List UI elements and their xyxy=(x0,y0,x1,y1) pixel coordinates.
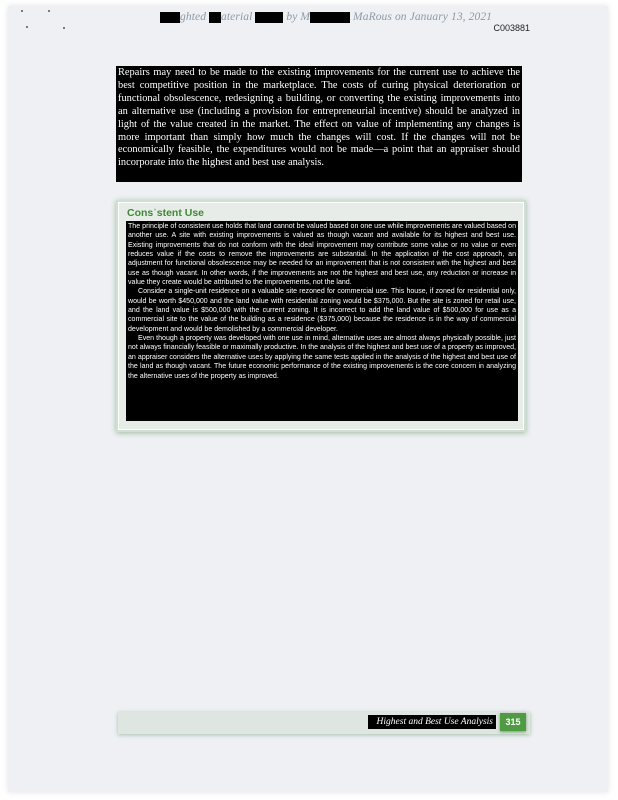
scan-speck xyxy=(48,10,50,12)
sidebar-paragraph: Even though a property was developed with one use in mind, alternative uses are almost always physically possible, just not always financially feasible or maximally productive. In the analysis of the highest and best use of a property as improved, an appraiser considers the alternative uses by applying the same tests applied in the analysis of the highest and best use of the land as though vacant. The future economic performance of the existing improvements is the core concern in analyzing the alternative uses of the property as improved. xyxy=(128,335,516,380)
intro-paragraph: Repairs may need to be made to the existing improvements for the current use to achieve the best competitive position in the marketplace. The costs of curing physical deterioration or functional obsolescence, redesigning a building, or converting the existing improvements into an alternative use (including a provision for entrepreneurial incentive) should be analyzed in light of the value created in the market. The effect on value of implementing any changes is more important than simply how much the changes will cost. If the changes will not be economically feasible, the expenditures would not be made—a point that an appraiser should incorporate into the highest and best use analysis. xyxy=(118,67,520,169)
copyright-watermark xyxy=(160,11,530,23)
redaction-block xyxy=(209,12,221,23)
intro-paragraph-block xyxy=(116,66,522,182)
document-id: C003881 xyxy=(493,23,530,33)
consistent-use-sidebar xyxy=(116,200,526,432)
sidebar-body xyxy=(126,221,518,421)
watermark-text: ghted xyxy=(180,11,210,23)
redaction-block xyxy=(160,12,180,23)
running-title: Highest and Best Use Analysis xyxy=(368,715,496,729)
watermark-text: MaRous on January 13, 2021 xyxy=(350,11,493,23)
watermark-text: by M xyxy=(283,11,311,23)
sidebar-paragraph: The principle of consistent use holds that land cannot be valued based on one use while improvements are valued based on another use. A site with existing improvements is valued as though vacant and available for its highest and best use. Existing improvements that do not conform with the ideal improvement may contribute some value or no value or even reduces value if the costs to remove the improvements are substantial. In the application of the cost approach, an adjustment for functional obsolescence may be needed for an improvement that is not consistent with the highest and best use as though vacant. In other words, if the improvements are not the highest and best use, any reduction or increase in value they create would be attributed to the improvements, not the land. xyxy=(128,223,516,287)
watermark-text: aterial xyxy=(221,11,256,23)
page-number: 315 xyxy=(500,713,526,731)
scan-speck xyxy=(26,26,28,28)
scan-speck xyxy=(21,10,23,12)
redaction-block xyxy=(310,12,350,23)
sidebar-paragraph: Consider a single-unit residence on a valuable site rezoned for commercial use. This house, if zoned for residential only, would be worth $450,000 and the land value with residential zoning would be $375,000. But the site is zoned for retail use, and the land value is $500,000 with the current zoning. It is incorrect to add the land value of $500,000 for use as a commercial site to the value of the building as a residence ($375,000) because the residence is in the way of commercial development and would be demolished by a commercial developer. xyxy=(128,288,516,333)
sidebar-title: Consˈstent Use xyxy=(127,207,205,219)
scan-speck xyxy=(63,27,65,29)
redaction-block xyxy=(255,12,283,23)
